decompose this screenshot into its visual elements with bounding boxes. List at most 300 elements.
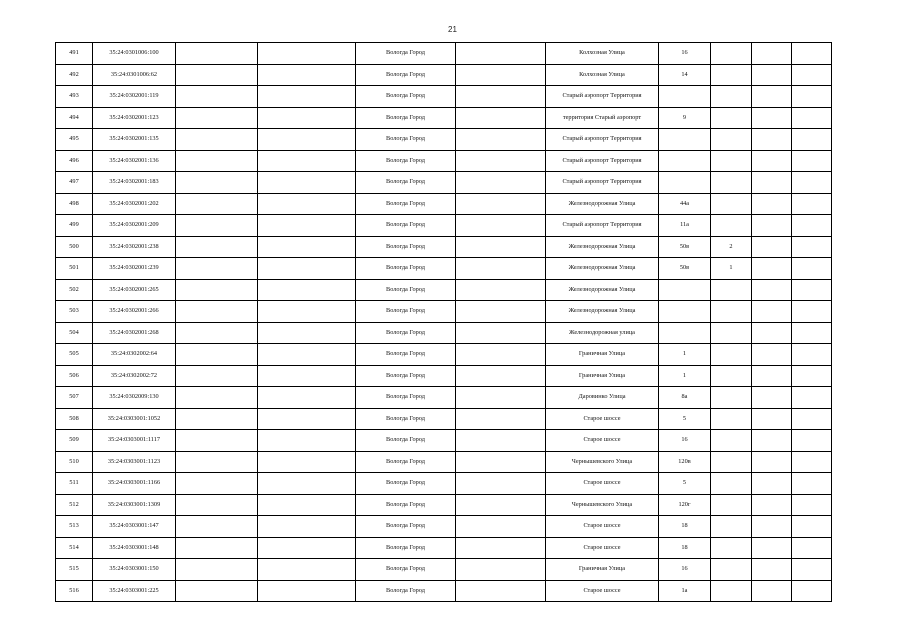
extra-number-cell: [711, 365, 752, 387]
registry-table-body: [56, 43, 832, 602]
city-cell: Вологда Город: [356, 365, 456, 387]
cadastral-number-cell: 35:24:0303001:1117: [93, 430, 176, 452]
empty-cell: [752, 344, 792, 366]
page-number: 21: [448, 25, 457, 34]
house-number-cell: 1: [659, 365, 711, 387]
city-cell: Вологда Город: [356, 86, 456, 108]
extra-number-cell: [711, 473, 752, 495]
house-number-cell: 8а: [659, 387, 711, 409]
cadastral-number-cell: 35:24:0302001:239: [93, 258, 176, 280]
empty-cell: [456, 408, 546, 430]
empty-cell: [456, 215, 546, 237]
empty-cell: [456, 86, 546, 108]
city-cell: Вологда Город: [356, 408, 456, 430]
empty-cell: [752, 559, 792, 581]
house-number-cell: 14: [659, 64, 711, 86]
empty-cell: [752, 43, 792, 65]
cadastral-number-cell: 35:24:0302001:268: [93, 322, 176, 344]
empty-cell: [258, 580, 356, 602]
cadastral-number-cell: 35:24:0303001:148: [93, 537, 176, 559]
cadastral-number-cell: 35:24:0302009:130: [93, 387, 176, 409]
empty-cell: [752, 387, 792, 409]
empty-cell: [258, 408, 356, 430]
house-number-cell: 16: [659, 430, 711, 452]
row-number-cell: 510: [56, 451, 93, 473]
row-number-cell: 503: [56, 301, 93, 323]
empty-cell: [176, 559, 258, 581]
street-cell: Колхозная Улица: [546, 43, 659, 65]
table-row: [56, 494, 832, 516]
empty-cell: [792, 86, 832, 108]
empty-cell: [176, 580, 258, 602]
cadastral-number-cell: 35:24:0302001:209: [93, 215, 176, 237]
street-cell: Старое шоссе: [546, 580, 659, 602]
city-cell: Вологда Город: [356, 301, 456, 323]
extra-number-cell: [711, 86, 752, 108]
row-number-cell: 492: [56, 64, 93, 86]
empty-cell: [792, 344, 832, 366]
row-number-cell: 515: [56, 559, 93, 581]
city-cell: Вологда Город: [356, 430, 456, 452]
extra-number-cell: [711, 215, 752, 237]
empty-cell: [176, 86, 258, 108]
empty-cell: [176, 43, 258, 65]
empty-cell: [792, 322, 832, 344]
street-cell: Колхозная Улица: [546, 64, 659, 86]
house-number-cell: 18: [659, 537, 711, 559]
cadastral-number-cell: 35:24:0303001:225: [93, 580, 176, 602]
city-cell: Вологда Город: [356, 516, 456, 538]
empty-cell: [456, 193, 546, 215]
empty-cell: [752, 301, 792, 323]
house-number-cell: 9: [659, 107, 711, 129]
house-number-cell: 5: [659, 473, 711, 495]
city-cell: Вологда Город: [356, 215, 456, 237]
empty-cell: [792, 516, 832, 538]
table-row: [56, 559, 832, 581]
empty-cell: [792, 172, 832, 194]
extra-number-cell: [711, 580, 752, 602]
empty-cell: [752, 258, 792, 280]
empty-cell: [258, 559, 356, 581]
empty-cell: [258, 129, 356, 151]
house-number-cell: 16: [659, 43, 711, 65]
empty-cell: [752, 451, 792, 473]
empty-cell: [258, 258, 356, 280]
empty-cell: [456, 107, 546, 129]
empty-cell: [792, 365, 832, 387]
table-row: [56, 473, 832, 495]
empty-cell: [176, 451, 258, 473]
street-cell: Железнодорожная Улица: [546, 258, 659, 280]
city-cell: Вологда Город: [356, 150, 456, 172]
street-cell: Железнодорожная Улица: [546, 236, 659, 258]
empty-cell: [176, 279, 258, 301]
empty-cell: [456, 559, 546, 581]
empty-cell: [456, 150, 546, 172]
empty-cell: [792, 387, 832, 409]
extra-number-cell: [711, 430, 752, 452]
cadastral-number-cell: 35:24:0302002:64: [93, 344, 176, 366]
empty-cell: [792, 129, 832, 151]
extra-number-cell: [711, 537, 752, 559]
empty-cell: [752, 86, 792, 108]
city-cell: Вологда Город: [356, 279, 456, 301]
empty-cell: [752, 430, 792, 452]
empty-cell: [258, 516, 356, 538]
empty-cell: [752, 516, 792, 538]
extra-number-cell: [711, 193, 752, 215]
empty-cell: [176, 236, 258, 258]
house-number-cell: 120г: [659, 494, 711, 516]
registry-table: [55, 42, 832, 602]
city-cell: Вологда Город: [356, 64, 456, 86]
street-cell: Старое шоссе: [546, 408, 659, 430]
empty-cell: [456, 451, 546, 473]
street-cell: территория Старый аэропорт: [546, 107, 659, 129]
empty-cell: [176, 365, 258, 387]
extra-number-cell: [711, 516, 752, 538]
house-number-cell: 50в: [659, 258, 711, 280]
extra-number-cell: [711, 129, 752, 151]
city-cell: Вологда Город: [356, 580, 456, 602]
street-cell: Граничная Улица: [546, 559, 659, 581]
empty-cell: [752, 580, 792, 602]
city-cell: Вологда Город: [356, 387, 456, 409]
empty-cell: [176, 494, 258, 516]
table-row: [56, 129, 832, 151]
row-number-cell: 500: [56, 236, 93, 258]
street-cell: Старый аэропорт Территория: [546, 172, 659, 194]
empty-cell: [176, 301, 258, 323]
row-number-cell: 508: [56, 408, 93, 430]
empty-cell: [456, 172, 546, 194]
empty-cell: [456, 580, 546, 602]
row-number-cell: 504: [56, 322, 93, 344]
extra-number-cell: 1: [711, 258, 752, 280]
extra-number-cell: [711, 107, 752, 129]
row-number-cell: 513: [56, 516, 93, 538]
empty-cell: [456, 64, 546, 86]
row-number-cell: 494: [56, 107, 93, 129]
empty-cell: [258, 193, 356, 215]
empty-cell: [456, 537, 546, 559]
row-number-cell: 495: [56, 129, 93, 151]
empty-cell: [258, 301, 356, 323]
empty-cell: [456, 430, 546, 452]
house-number-cell: [659, 279, 711, 301]
empty-cell: [456, 494, 546, 516]
table-row: [56, 86, 832, 108]
street-cell: Старый аэропорт Территория: [546, 129, 659, 151]
empty-cell: [258, 430, 356, 452]
cadastral-number-cell: 35:24:0303001:147: [93, 516, 176, 538]
empty-cell: [456, 301, 546, 323]
empty-cell: [792, 236, 832, 258]
empty-cell: [752, 236, 792, 258]
cadastral-number-cell: 35:24:0302001:119: [93, 86, 176, 108]
row-number-cell: 498: [56, 193, 93, 215]
empty-cell: [258, 215, 356, 237]
empty-cell: [792, 258, 832, 280]
row-number-cell: 514: [56, 537, 93, 559]
house-number-cell: [659, 129, 711, 151]
empty-cell: [792, 580, 832, 602]
empty-cell: [456, 258, 546, 280]
city-cell: Вологда Город: [356, 107, 456, 129]
empty-cell: [176, 258, 258, 280]
extra-number-cell: 2: [711, 236, 752, 258]
table-row: [56, 215, 832, 237]
empty-cell: [792, 193, 832, 215]
empty-cell: [258, 473, 356, 495]
cadastral-number-cell: 35:24:0302001:123: [93, 107, 176, 129]
empty-cell: [752, 64, 792, 86]
house-number-cell: 50в: [659, 236, 711, 258]
empty-cell: [792, 301, 832, 323]
row-number-cell: 505: [56, 344, 93, 366]
empty-cell: [176, 408, 258, 430]
extra-number-cell: [711, 322, 752, 344]
city-cell: Вологда Город: [356, 344, 456, 366]
table-row: [56, 107, 832, 129]
empty-cell: [456, 322, 546, 344]
house-number-cell: 44а: [659, 193, 711, 215]
row-number-cell: 499: [56, 215, 93, 237]
empty-cell: [258, 172, 356, 194]
extra-number-cell: [711, 172, 752, 194]
empty-cell: [176, 129, 258, 151]
empty-cell: [792, 279, 832, 301]
row-number-cell: 506: [56, 365, 93, 387]
empty-cell: [258, 150, 356, 172]
empty-cell: [176, 193, 258, 215]
empty-cell: [176, 473, 258, 495]
empty-cell: [176, 387, 258, 409]
cadastral-number-cell: 35:24:0303001:1309: [93, 494, 176, 516]
house-number-cell: [659, 301, 711, 323]
row-number-cell: 507: [56, 387, 93, 409]
empty-cell: [176, 107, 258, 129]
table-row: [56, 279, 832, 301]
cadastral-number-cell: 35:24:0302002:72: [93, 365, 176, 387]
empty-cell: [792, 107, 832, 129]
city-cell: Вологда Город: [356, 494, 456, 516]
house-number-cell: 5: [659, 408, 711, 430]
table-row: [56, 344, 832, 366]
house-number-cell: [659, 150, 711, 172]
extra-number-cell: [711, 408, 752, 430]
city-cell: Вологда Город: [356, 559, 456, 581]
street-cell: Старое шоссе: [546, 537, 659, 559]
empty-cell: [176, 516, 258, 538]
city-cell: Вологда Город: [356, 537, 456, 559]
street-cell: Чернышевского Улица: [546, 494, 659, 516]
row-number-cell: 497: [56, 172, 93, 194]
row-number-cell: 491: [56, 43, 93, 65]
empty-cell: [258, 494, 356, 516]
empty-cell: [792, 494, 832, 516]
city-cell: Вологда Город: [356, 129, 456, 151]
house-number-cell: 1: [659, 344, 711, 366]
cadastral-number-cell: 35:24:0302001:136: [93, 150, 176, 172]
empty-cell: [176, 150, 258, 172]
empty-cell: [456, 279, 546, 301]
house-number-cell: 18: [659, 516, 711, 538]
empty-cell: [258, 322, 356, 344]
street-cell: Железнодорожная Улица: [546, 301, 659, 323]
row-number-cell: 501: [56, 258, 93, 280]
empty-cell: [456, 43, 546, 65]
empty-cell: [176, 64, 258, 86]
extra-number-cell: [711, 301, 752, 323]
cadastral-number-cell: 35:24:0301006:100: [93, 43, 176, 65]
empty-cell: [792, 537, 832, 559]
table-row: [56, 580, 832, 602]
empty-cell: [752, 473, 792, 495]
house-number-cell: [659, 172, 711, 194]
empty-cell: [752, 150, 792, 172]
city-cell: Вологда Город: [356, 322, 456, 344]
house-number-cell: 16: [659, 559, 711, 581]
empty-cell: [456, 473, 546, 495]
table-row: [56, 365, 832, 387]
row-number-cell: 496: [56, 150, 93, 172]
row-number-cell: 516: [56, 580, 93, 602]
empty-cell: [792, 451, 832, 473]
cadastral-number-cell: 35:24:0303001:1166: [93, 473, 176, 495]
street-cell: Даровинко Улица: [546, 387, 659, 409]
cadastral-number-cell: 35:24:0303001:1052: [93, 408, 176, 430]
table-row: [56, 193, 832, 215]
extra-number-cell: [711, 150, 752, 172]
house-number-cell: [659, 322, 711, 344]
empty-cell: [792, 408, 832, 430]
row-number-cell: 502: [56, 279, 93, 301]
table-row: [56, 64, 832, 86]
street-cell: Старое шоссе: [546, 473, 659, 495]
extra-number-cell: [711, 494, 752, 516]
empty-cell: [456, 365, 546, 387]
extra-number-cell: [711, 344, 752, 366]
empty-cell: [792, 430, 832, 452]
extra-number-cell: [711, 43, 752, 65]
table-row: [56, 301, 832, 323]
empty-cell: [176, 537, 258, 559]
empty-cell: [752, 215, 792, 237]
extra-number-cell: [711, 387, 752, 409]
empty-cell: [752, 537, 792, 559]
row-number-cell: 493: [56, 86, 93, 108]
cadastral-number-cell: 35:24:0303001:1123: [93, 451, 176, 473]
empty-cell: [258, 236, 356, 258]
cadastral-number-cell: 35:24:0302001:238: [93, 236, 176, 258]
cadastral-number-cell: 35:24:0302001:202: [93, 193, 176, 215]
table-row: [56, 387, 832, 409]
table-row: [56, 43, 832, 65]
street-cell: Чернышевского Улица: [546, 451, 659, 473]
city-cell: Вологда Город: [356, 451, 456, 473]
empty-cell: [456, 516, 546, 538]
city-cell: Вологда Город: [356, 258, 456, 280]
table-row: [56, 322, 832, 344]
empty-cell: [258, 279, 356, 301]
street-cell: Старое шоссе: [546, 430, 659, 452]
empty-cell: [258, 451, 356, 473]
empty-cell: [752, 193, 792, 215]
empty-cell: [176, 430, 258, 452]
table-row: [56, 258, 832, 280]
street-cell: Граничная Улица: [546, 365, 659, 387]
street-cell: Граничная Улица: [546, 344, 659, 366]
empty-cell: [752, 129, 792, 151]
street-cell: Старый аэропорт Территория: [546, 150, 659, 172]
table-row: [56, 516, 832, 538]
row-number-cell: 511: [56, 473, 93, 495]
empty-cell: [176, 344, 258, 366]
extra-number-cell: [711, 279, 752, 301]
empty-cell: [258, 86, 356, 108]
empty-cell: [752, 172, 792, 194]
street-cell: Железнодорожная Улица: [546, 193, 659, 215]
cadastral-number-cell: 35:24:0302001:265: [93, 279, 176, 301]
street-cell: Старое шоссе: [546, 516, 659, 538]
row-number-cell: 509: [56, 430, 93, 452]
table-row: [56, 430, 832, 452]
table-row: [56, 451, 832, 473]
house-number-cell: 11а: [659, 215, 711, 237]
extra-number-cell: [711, 559, 752, 581]
empty-cell: [258, 387, 356, 409]
empty-cell: [176, 215, 258, 237]
table-row: [56, 408, 832, 430]
empty-cell: [456, 236, 546, 258]
extra-number-cell: [711, 64, 752, 86]
house-number-cell: 120в: [659, 451, 711, 473]
extra-number-cell: [711, 451, 752, 473]
empty-cell: [456, 129, 546, 151]
empty-cell: [792, 64, 832, 86]
empty-cell: [456, 387, 546, 409]
cadastral-number-cell: 35:24:0302001:183: [93, 172, 176, 194]
street-cell: Железнодорожная Улица: [546, 279, 659, 301]
empty-cell: [752, 322, 792, 344]
empty-cell: [258, 537, 356, 559]
empty-cell: [752, 494, 792, 516]
empty-cell: [792, 215, 832, 237]
empty-cell: [752, 279, 792, 301]
empty-cell: [792, 473, 832, 495]
cadastral-number-cell: 35:24:0303001:150: [93, 559, 176, 581]
street-cell: Железнодорожная улица: [546, 322, 659, 344]
empty-cell: [258, 344, 356, 366]
city-cell: Вологда Город: [356, 172, 456, 194]
empty-cell: [752, 107, 792, 129]
house-number-cell: [659, 86, 711, 108]
empty-cell: [258, 107, 356, 129]
empty-cell: [258, 64, 356, 86]
empty-cell: [258, 43, 356, 65]
street-cell: Старый аэропорт Территория: [546, 86, 659, 108]
empty-cell: [752, 408, 792, 430]
table-row: [56, 537, 832, 559]
city-cell: Вологда Город: [356, 236, 456, 258]
row-number-cell: 512: [56, 494, 93, 516]
empty-cell: [752, 365, 792, 387]
empty-cell: [792, 559, 832, 581]
empty-cell: [456, 344, 546, 366]
cadastral-number-cell: 35:24:0302001:266: [93, 301, 176, 323]
